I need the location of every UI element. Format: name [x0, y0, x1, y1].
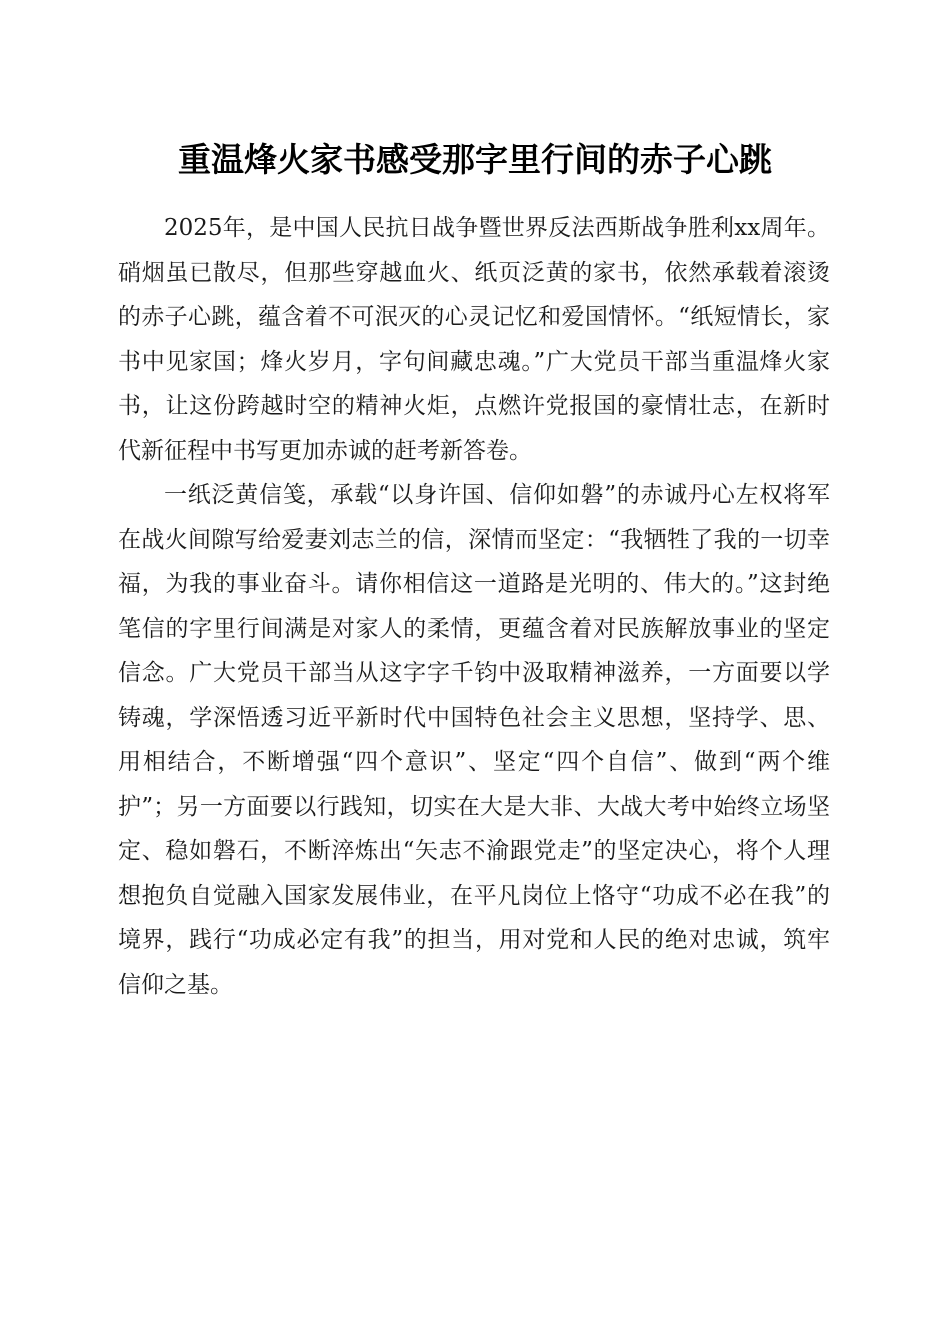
paragraph-2: 一纸泛黄信笺，承载“以身许国、信仰如磐”的赤诚丹心左权将军在战火间隙写给爱妻刘志兰的信，深情而坚定：“我牺牲了我的一切幸福，为我的事业奋斗。请你相信这一道路是光明的、伟大的。”这封绝笔信的字里行间满是对家人的柔情，更蕴含着对民族解放事业的坚定信念。广大党员干部当从这字字千钧中汲取精神滋养，一方面要以学铸魂，学深悟透习近平新时代中国特色社会主义思想，坚持学、思、用相结合，不断增强“四个意识”、坚定“四个自信”、做到“两个维护”；另一方面要以行践知，切实在大是大非、大战大考中始终立场坚定、稳如磐石，不断淬炼出“矢志不渝跟党走”的坚定决心，将个人理想抱负自觉融入国家发展伟业，在平凡岗位上恪守“功成不必在我”的境界，践行“功成必定有我”的担当，用对党和人民的绝对忠诚，筑牢信仰之基。 — [118, 482, 830, 998]
paragraph-1: 2025年，是中国人民抗日战争暨世界反法西斯战争胜利xx周年。硝烟虽已散尽，但那些穿越血火、纸页泛黄的家书，依然承载着滚烫的赤子心跳，蕴含着不可泯灭的心灵记忆和爱国情怀。“纸短情长，家书中见家国；烽火岁月，字句间藏忠魂。”广大党员干部当重温烽火家书，让这份跨越时空的精神火炬，点燃许党报国的豪情壮志，在新时代新征程中书写更加赤诚的赶考新答卷。 — [118, 215, 830, 464]
document-title: 重温烽火家书感受那字里行间的赤子心跳 — [178, 140, 772, 179]
document-body — [118, 206, 830, 1007]
